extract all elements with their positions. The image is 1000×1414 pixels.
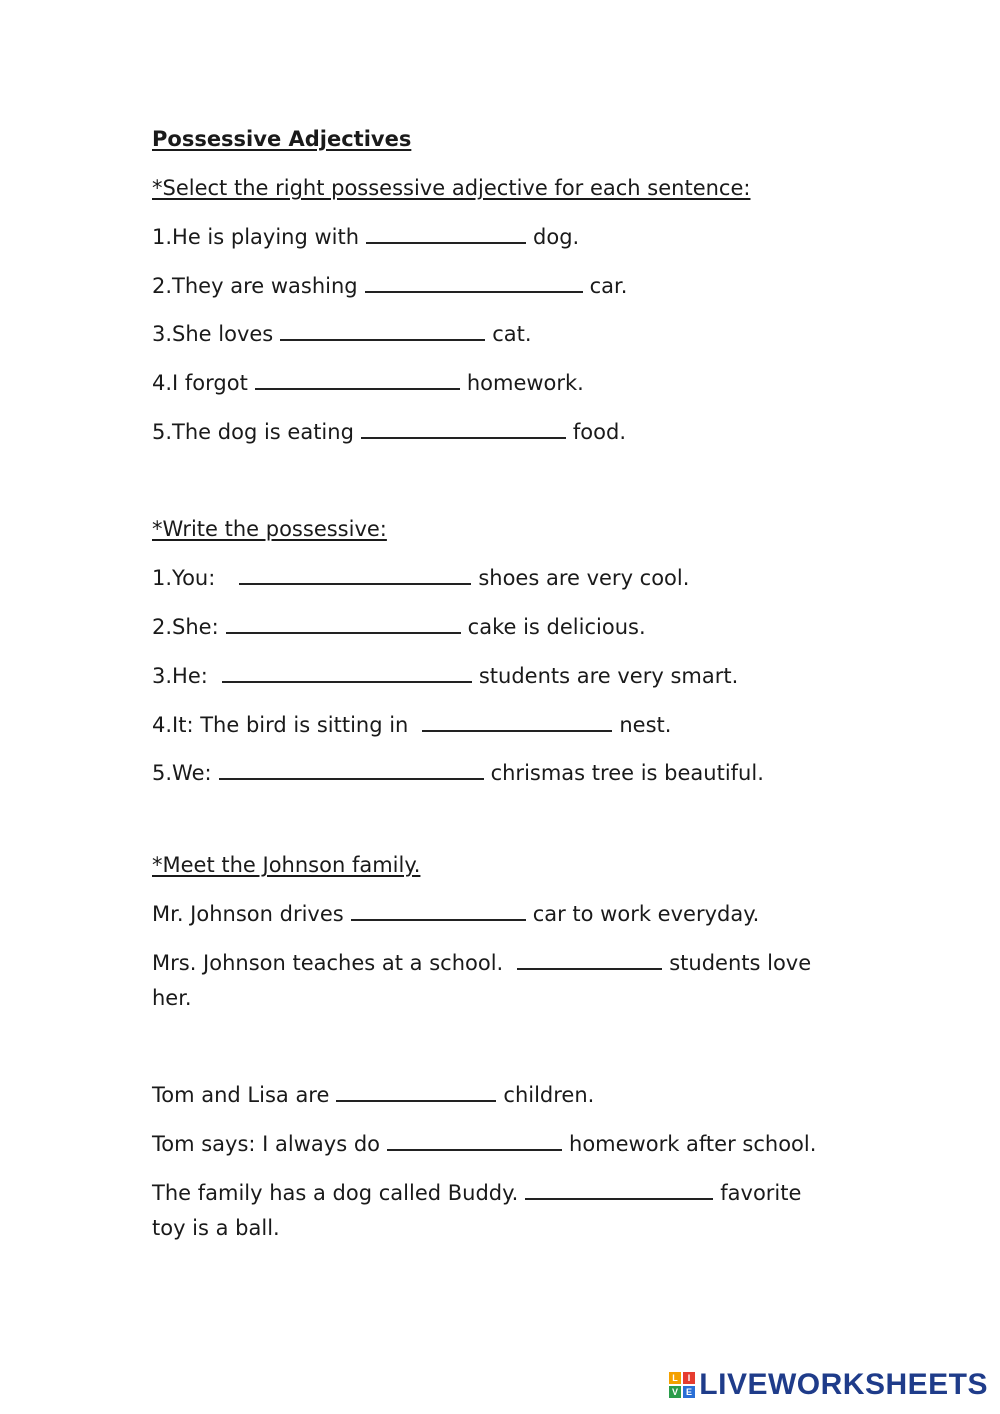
answer-blank-s2-4[interactable] [422, 712, 612, 732]
answer-blank-s2-1[interactable] [239, 565, 471, 585]
answer-blank-s3-2[interactable] [517, 950, 662, 970]
s2-question-3: 3.He: students are very smart. [152, 664, 739, 688]
s1-question-4: 4.I forgot homework. [152, 371, 584, 395]
section-2-heading: *Write the possessive: [152, 517, 387, 541]
logo-text: LIVEWORKSHEETS [699, 1368, 988, 1401]
s3-question-5: The family has a dog called Buddy. favorite [152, 1181, 802, 1205]
s1-question-1: 1.He is playing with dog. [152, 225, 580, 249]
answer-blank-s3-5[interactable] [525, 1180, 713, 1200]
s1-question-5: 5.The dog is eating food. [152, 420, 627, 444]
s3-question-2: Mrs. Johnson teaches at a school. students love [152, 951, 812, 975]
worksheet-title: Possessive Adjectives [152, 127, 412, 151]
answer-blank-s2-3[interactable] [222, 663, 472, 683]
section-1-heading: *Select the right possessive adjective for each sentence: [152, 176, 751, 200]
answer-blank-s1-5[interactable] [361, 419, 566, 439]
answer-blank-s2-2[interactable] [226, 614, 461, 634]
s3-question-3: Tom and Lisa are children. [152, 1083, 595, 1107]
s2-question-5: 5.We: chrismas tree is beautiful. [152, 761, 764, 785]
s2-question-2: 2.She: cake is delicious. [152, 615, 646, 639]
liveworksheets-logo[interactable] [669, 1368, 988, 1402]
answer-blank-s3-1[interactable] [351, 901, 526, 921]
s3-question-5-continued: toy is a ball. [152, 1216, 280, 1240]
answer-blank-s1-3[interactable] [280, 321, 485, 341]
answer-blank-s1-1[interactable] [366, 224, 526, 244]
answer-blank-s3-3[interactable] [336, 1082, 496, 1102]
section-3-heading: *Meet the Johnson family. [152, 853, 421, 877]
s3-question-2-continued: her. [152, 986, 192, 1010]
answer-blank-s1-2[interactable] [365, 273, 583, 293]
answer-blank-s3-4[interactable] [387, 1131, 562, 1151]
answer-blank-s2-5[interactable] [219, 760, 484, 780]
logo-blocks-icon: L I V E [669, 1372, 695, 1398]
s2-question-4: 4.It: The bird is sitting in nest. [152, 713, 672, 737]
answer-blank-s1-4[interactable] [255, 370, 460, 390]
s1-question-3: 3.She loves cat. [152, 322, 532, 346]
s3-question-1: Mr. Johnson drives car to work everyday. [152, 902, 760, 926]
s1-question-2: 2.They are washing car. [152, 274, 628, 298]
s2-question-1: 1.You: shoes are very cool. [152, 566, 690, 590]
s3-question-4: Tom says: I always do homework after school. [152, 1132, 817, 1156]
